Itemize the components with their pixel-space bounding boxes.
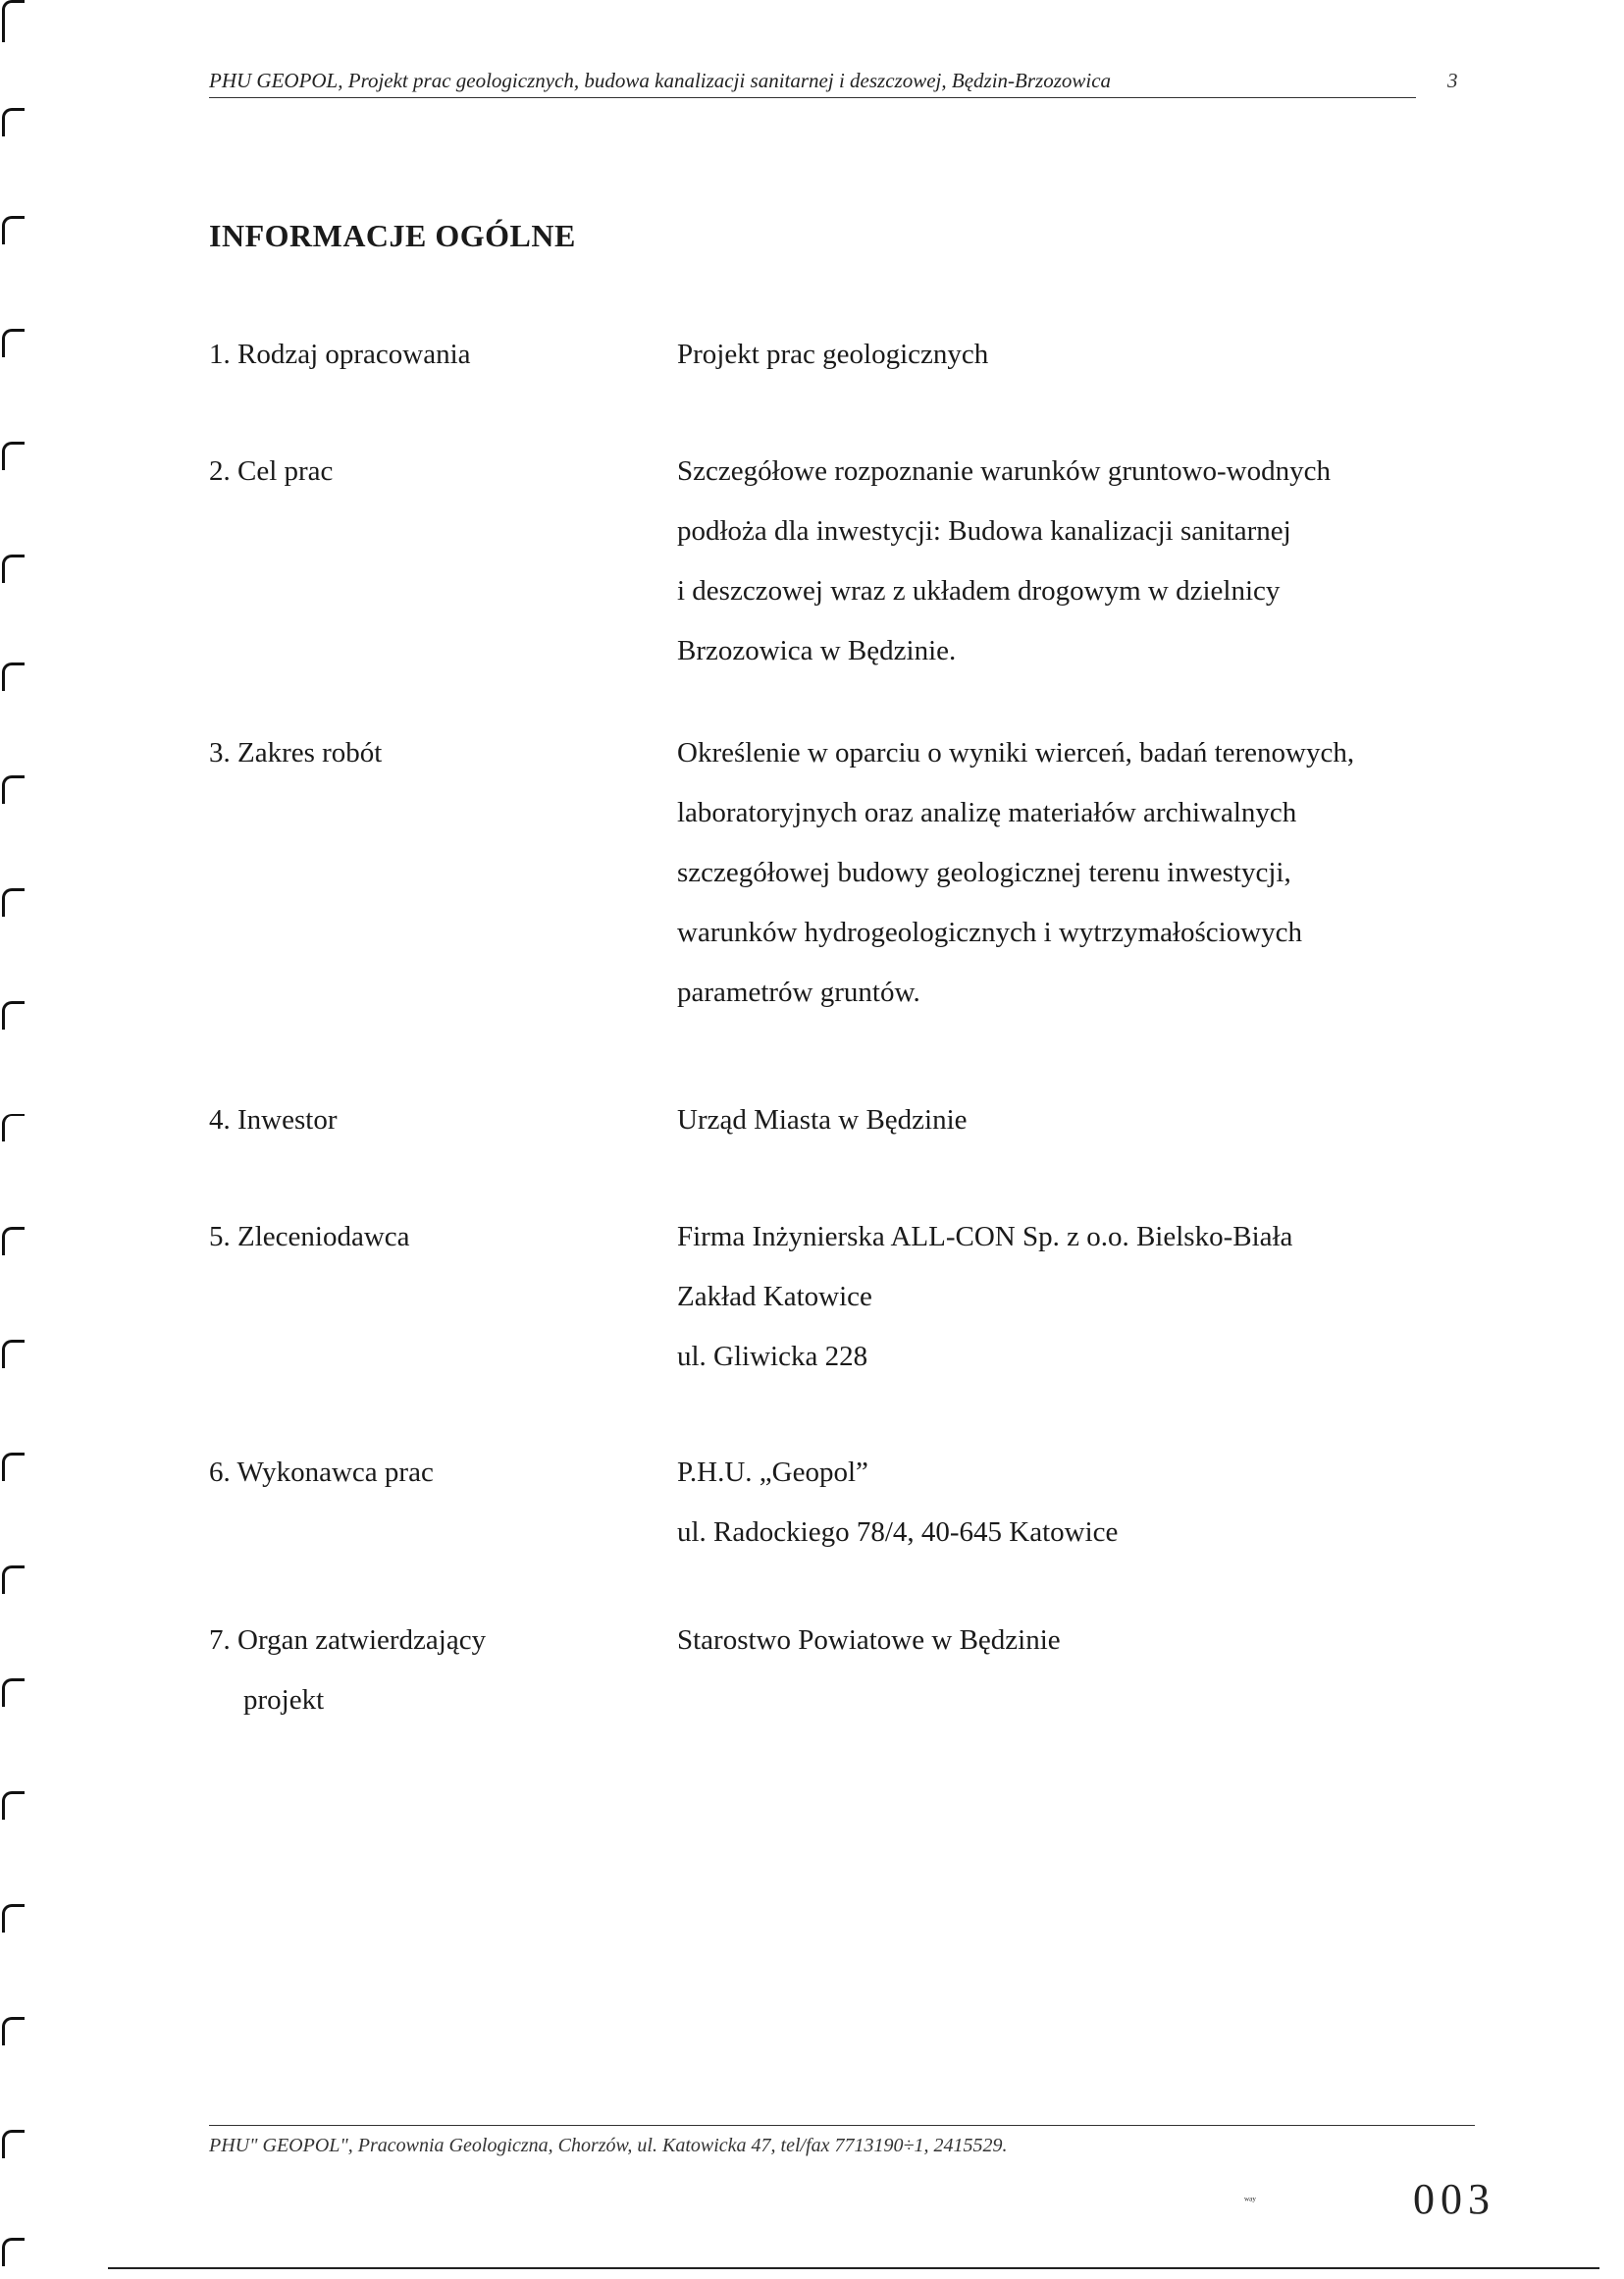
- binding-mark: [2, 442, 25, 470]
- info-value-line: szczegółowej budowy geologicznej terenu inwestycji,: [677, 857, 1291, 888]
- info-value-line: podłoża dla inwestycji: Budowa kanalizacji sanitarnej: [677, 515, 1291, 547]
- binding-mark: [2, 888, 25, 917]
- binding-mark: [2, 1227, 25, 1255]
- info-value-line: Urząd Miasta w Będzinie: [677, 1104, 968, 1136]
- binding-mark: [2, 1001, 25, 1030]
- info-label-line: 7. Organ zatwierdzający: [209, 1624, 487, 1656]
- info-label-line: 5. Zleceniodawca: [209, 1221, 410, 1252]
- info-value-line: Szczegółowe rozpoznanie warunków gruntowo-wodnych: [677, 455, 1331, 487]
- info-value: [677, 325, 1474, 385]
- info-label-line: 3. Zakres robót: [209, 737, 383, 768]
- info-value-line: Starostwo Powiatowe w Będzinie: [677, 1624, 1061, 1656]
- binding-mark: [2, 1565, 25, 1594]
- info-value-line: P.H.U. „Geopol”: [677, 1457, 868, 1488]
- info-value-line: ul. Gliwicka 228: [677, 1341, 868, 1372]
- info-value: [677, 1090, 1474, 1150]
- page-number: 3: [1447, 69, 1458, 92]
- binding-mark: [2, 775, 25, 804]
- info-label: [209, 325, 641, 385]
- info-value-line: i deszczowej wraz z układem drogowym w dzielnicy: [677, 575, 1281, 607]
- binding-mark: [2, 1678, 25, 1707]
- info-value: [677, 1611, 1474, 1670]
- binding-mark: [2, 329, 25, 357]
- info-label-line: 4. Inwestor: [209, 1104, 338, 1136]
- info-label-line: 2. Cel prac: [209, 455, 334, 487]
- info-label-line: 1. Rodzaj opracowania: [209, 339, 471, 370]
- binding-mark: [2, 1904, 25, 1933]
- info-value-line: Projekt prac geologicznych: [677, 339, 989, 370]
- binding-mark: [2, 108, 25, 136]
- binding-mark: [2, 1114, 25, 1141]
- info-label-line: projekt: [243, 1684, 325, 1716]
- footer-rule: [209, 2125, 1475, 2126]
- info-label: [209, 723, 641, 783]
- info-label: [209, 1443, 641, 1503]
- scribble-mark: ʷᵃʸ: [1244, 2194, 1256, 2207]
- info-value-line: Firma Inżynierska ALL-CON Sp. z o.o. Bielsko-Biała: [677, 1221, 1293, 1252]
- info-value-line: laboratoryjnych oraz analizę materiałów archiwalnych: [677, 797, 1297, 828]
- page-stamp: 003: [1413, 2175, 1495, 2223]
- info-value: [677, 442, 1474, 681]
- binding-mark: [2, 2130, 25, 2158]
- info-label: [209, 442, 641, 502]
- info-value: [677, 723, 1474, 1023]
- info-value-line: warunków hydrogeologicznych i wytrzymałościowych: [677, 917, 1303, 948]
- info-value-line: ul. Radockiego 78/4, 40-645 Katowice: [677, 1516, 1119, 1548]
- info-value-line: Określenie w oparciu o wyniki wierceń, badań terenowych,: [677, 737, 1355, 768]
- info-value-line: parametrów gruntów.: [677, 977, 920, 1008]
- binding-mark: [2, 1453, 25, 1481]
- info-label-line: 6. Wykonawca prac: [209, 1457, 434, 1488]
- binding-mark: [2, 1340, 25, 1368]
- binding-mark: [2, 555, 25, 583]
- info-label: [209, 1611, 641, 1730]
- info-value-line: Zakład Katowice: [677, 1281, 872, 1312]
- binding-mark: [2, 216, 25, 244]
- bottom-edge-line: [108, 2267, 1599, 2269]
- binding-mark: [2, 2017, 25, 2045]
- info-value: [677, 1443, 1474, 1563]
- binding-mark: [2, 1791, 25, 1820]
- running-header: PHU GEOPOL, Projekt prac geologicznych, budowa kanalizacji sanitarnej i deszczowej, Będzin-Brzozowica: [209, 69, 1416, 98]
- binding-mark: [2, 2238, 25, 2266]
- running-footer: PHU" GEOPOL", Pracownia Geologiczna, Chorzów, ul. Katowicka 47, tel/fax 7713190÷1, 2415529.: [209, 2135, 1008, 2156]
- info-label: [209, 1207, 641, 1267]
- section-title: INFORMACJE OGÓLNE: [209, 218, 576, 253]
- info-value-line: Brzozowica w Będzinie.: [677, 635, 957, 666]
- binding-mark: [2, 662, 25, 691]
- info-label: [209, 1090, 641, 1150]
- info-value: [677, 1207, 1474, 1387]
- binding-mark: [2, 0, 25, 42]
